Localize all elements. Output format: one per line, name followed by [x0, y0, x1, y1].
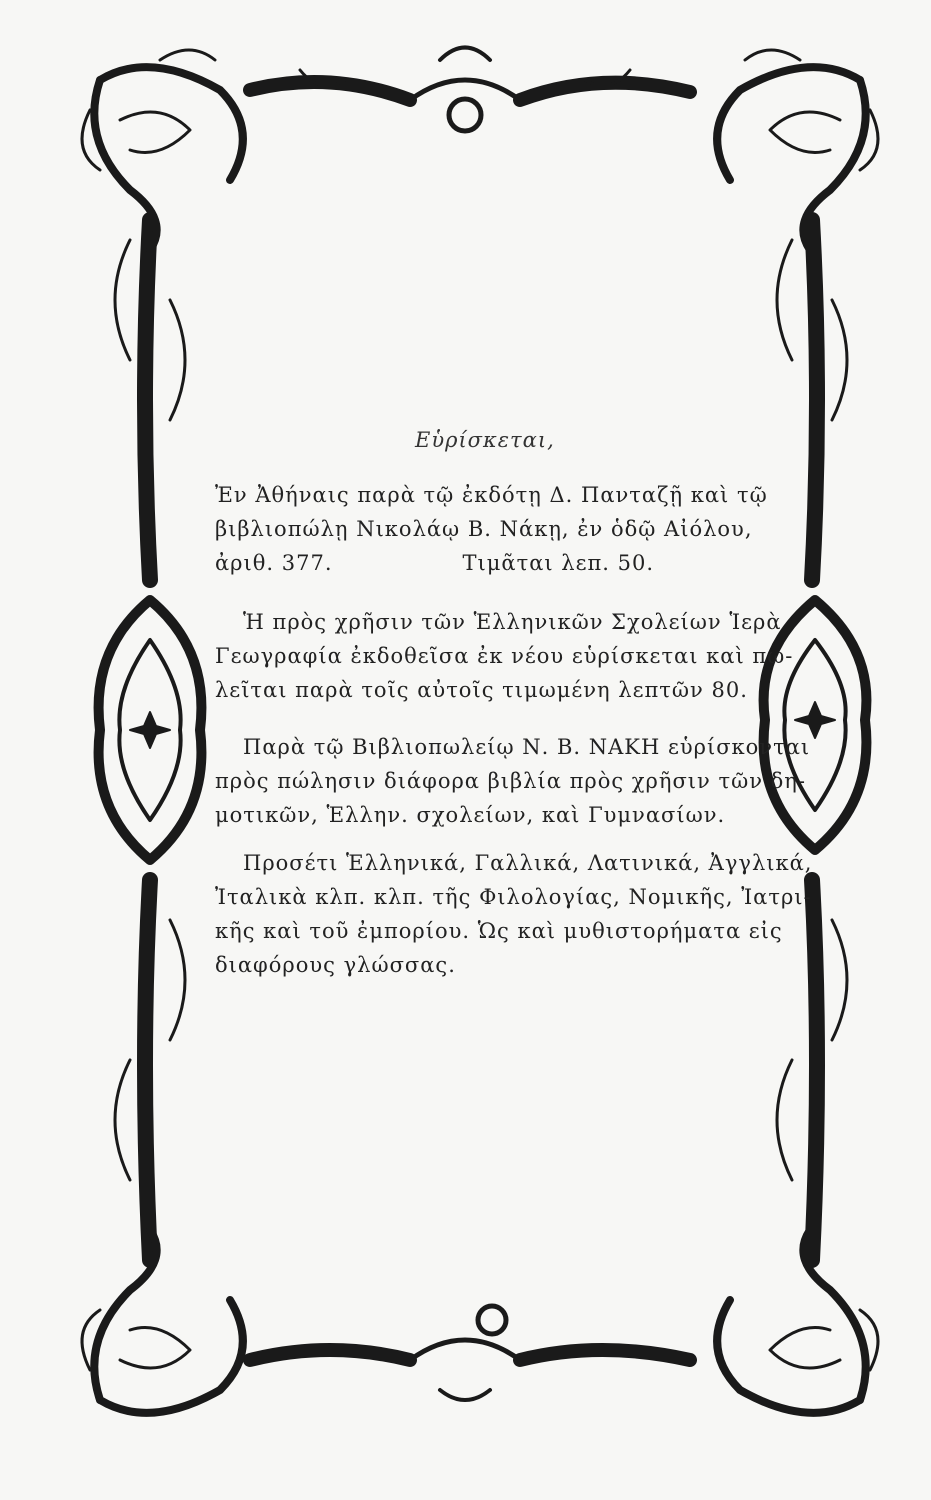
top-right-corner-icon [717, 50, 878, 250]
paragraph-line: Γεωγραφία ἐκδοθεῖσα ἐκ νέου εὑρίσκεται καὶ πω- [215, 644, 794, 668]
paragraph-line: Ἡ πρὸς χρῆσιν τῶν Ἑλληνικῶν Σχολείων Ἱερὰ [243, 610, 782, 634]
paragraph-line: βιβλιοπώλῃ Νικολάῳ Β. Νάκῃ, ἐν ὁδῷ Αἰόλου, [215, 517, 753, 541]
paragraph-geography [215, 605, 794, 707]
paragraph-line: Προσέτι Ἑλληνικά, Γαλλικά, Λατινικά, Ἀγγλικά, [243, 851, 813, 875]
paragraph-line: Παρὰ τῷ Βιβλιοπωλείῳ Ν. Β. ΝΑΚΗ εὑρίσκονται [243, 735, 811, 759]
left-medallion-icon [99, 600, 202, 860]
paragraph-bookshop [215, 730, 811, 832]
bottom-right-corner-icon [717, 1230, 878, 1413]
paragraph-line: μοτικῶν, Ἑλλην. σχολείων, καὶ Γυμνασίων. [215, 803, 726, 827]
heading: Εὑρίσκεται, [415, 428, 555, 452]
address-price-row [215, 546, 758, 580]
paragraph-line: διαφόρους γλώσσας. [215, 953, 456, 977]
paragraph-line: λεῖται παρὰ τοῖς αὐτοῖς τιμωμένη λεπτῶν 80. [215, 678, 748, 702]
top-left-corner-icon [82, 50, 243, 250]
paragraph-publisher [215, 478, 768, 580]
paragraph-line: Ἰταλικὰ κλπ. κλπ. τῆς Φιλολογίας, Νομικῆς, Ἰατρι- [215, 885, 812, 909]
paragraph-line: κῆς καὶ τοῦ ἐμπορίου. Ὡς καὶ μυθιστορήματα εἰς [215, 919, 783, 943]
paragraph-languages [215, 846, 813, 982]
paragraph-line: Ἐν Ἀθήναις παρὰ τῷ ἐκδότῃ Δ. Πανταζῇ καὶ τῷ [215, 483, 768, 507]
paragraph-line: πρὸς πώλησιν διάφορα βιβλία πρὸς χρῆσιν τῶν δη- [215, 769, 806, 793]
bottom-rail-ornament [250, 1306, 690, 1400]
price-text: Τιμᾶται λεπ. 50. [462, 551, 655, 575]
bottom-left-corner-icon [82, 1230, 243, 1413]
address-number: ἀριθ. 377. [215, 551, 333, 575]
top-rail-ornament [250, 48, 690, 132]
